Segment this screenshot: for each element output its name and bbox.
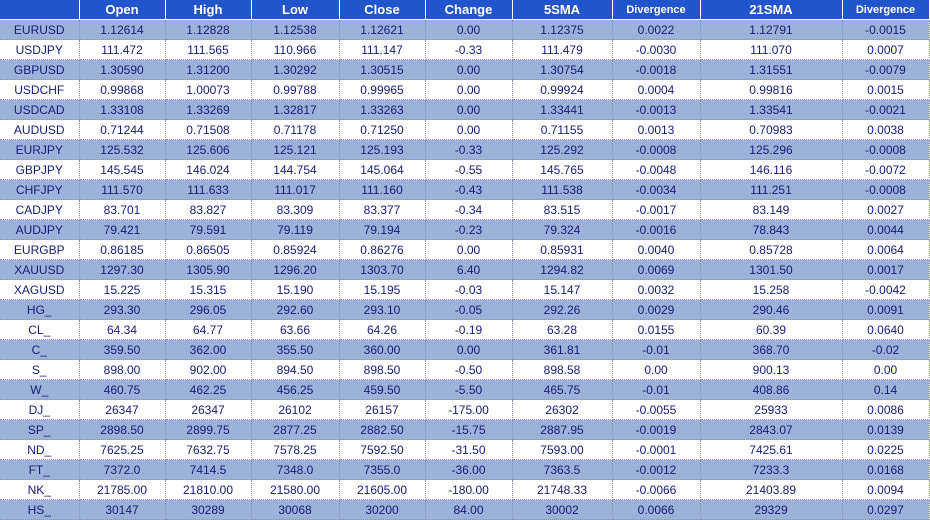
cell-change: 84.00 [425, 500, 512, 520]
table-row [0, 460, 929, 480]
cell-21sma: 29329 [700, 500, 842, 520]
cell-divergence-21sma: 0.0064 [842, 240, 929, 260]
cell-21sma: 146.116 [700, 160, 842, 180]
cell-5sma: 145.765 [512, 160, 612, 180]
cell-close: 79.194 [339, 220, 425, 240]
cell-divergence-21sma: 0.0640 [842, 320, 929, 340]
table-row [0, 80, 929, 100]
cell-symbol: ND_ [0, 440, 79, 460]
table-row [0, 200, 929, 220]
cell-close: 15.195 [339, 280, 425, 300]
cell-5sma: 63.28 [512, 320, 612, 340]
cell-low: 15.190 [251, 280, 339, 300]
cell-high: 1.33269 [165, 100, 251, 120]
cell-open: 293.30 [79, 300, 165, 320]
cell-close: 459.50 [339, 380, 425, 400]
cell-divergence-5sma: -0.0001 [612, 440, 700, 460]
cell-open: 2898.50 [79, 420, 165, 440]
cell-5sma: 898.58 [512, 360, 612, 380]
cell-21sma: 0.70983 [700, 120, 842, 140]
table-row [0, 100, 929, 120]
cell-divergence-5sma: 0.0066 [612, 500, 700, 520]
cell-change: -0.05 [425, 300, 512, 320]
cell-low: 292.60 [251, 300, 339, 320]
cell-close: 64.26 [339, 320, 425, 340]
cell-5sma: 292.26 [512, 300, 612, 320]
cell-divergence-5sma: -0.0048 [612, 160, 700, 180]
cell-change: -0.43 [425, 180, 512, 200]
cell-divergence-5sma: 0.0013 [612, 120, 700, 140]
cell-change: -0.23 [425, 220, 512, 240]
cell-high: 111.565 [165, 40, 251, 60]
cell-21sma: 25933 [700, 400, 842, 420]
cell-symbol: W_ [0, 380, 79, 400]
header-5sma: 5SMA [512, 0, 612, 20]
cell-change: -0.33 [425, 140, 512, 160]
cell-divergence-5sma: 0.0032 [612, 280, 700, 300]
cell-high: 902.00 [165, 360, 251, 380]
table-row [0, 20, 929, 40]
cell-divergence-21sma: 0.0297 [842, 500, 929, 520]
cell-close: 293.10 [339, 300, 425, 320]
cell-high: 26347 [165, 400, 251, 420]
header-open: Open [79, 0, 165, 20]
cell-high: 0.86505 [165, 240, 251, 260]
cell-close: 7355.0 [339, 460, 425, 480]
cell-change: 6.40 [425, 260, 512, 280]
cell-high: 30289 [165, 500, 251, 520]
cell-divergence-21sma: 0.00 [842, 360, 929, 380]
cell-low: 21580.00 [251, 480, 339, 500]
cell-divergence-5sma: -0.0034 [612, 180, 700, 200]
cell-5sma: 125.292 [512, 140, 612, 160]
table-row [0, 300, 929, 320]
cell-divergence-21sma: 0.14 [842, 380, 929, 400]
cell-high: 1.00073 [165, 80, 251, 100]
cell-symbol: SP_ [0, 420, 79, 440]
cell-open: 79.421 [79, 220, 165, 240]
cell-5sma: 2887.95 [512, 420, 612, 440]
cell-divergence-21sma: -0.0079 [842, 60, 929, 80]
cell-symbol: GBPJPY [0, 160, 79, 180]
cell-5sma: 0.99924 [512, 80, 612, 100]
cell-change: 0.00 [425, 340, 512, 360]
cell-low: 30068 [251, 500, 339, 520]
cell-open: 7625.25 [79, 440, 165, 460]
cell-open: 64.34 [79, 320, 165, 340]
cell-5sma: 111.479 [512, 40, 612, 60]
cell-21sma: 7233.3 [700, 460, 842, 480]
cell-divergence-21sma: -0.0021 [842, 100, 929, 120]
cell-open: 1.30590 [79, 60, 165, 80]
cell-change: -31.50 [425, 440, 512, 460]
cell-close: 7592.50 [339, 440, 425, 460]
cell-open: 0.71244 [79, 120, 165, 140]
cell-5sma: 7363.5 [512, 460, 612, 480]
cell-divergence-21sma: 0.0027 [842, 200, 929, 220]
cell-symbol: EURGBP [0, 240, 79, 260]
cell-close: 898.50 [339, 360, 425, 380]
cell-21sma: 125.296 [700, 140, 842, 160]
cell-21sma: 2843.07 [700, 420, 842, 440]
table-row [0, 500, 929, 520]
cell-divergence-21sma: -0.0008 [842, 180, 929, 200]
table-row [0, 160, 929, 180]
header-divergence-21sma: Divergence [842, 0, 929, 20]
header-row [0, 0, 929, 20]
cell-divergence-21sma: -0.0015 [842, 20, 929, 40]
cell-close: 125.193 [339, 140, 425, 160]
cell-symbol: XAGUSD [0, 280, 79, 300]
table-row [0, 320, 929, 340]
cell-low: 63.66 [251, 320, 339, 340]
cell-divergence-5sma: -0.0012 [612, 460, 700, 480]
cell-open: 125.532 [79, 140, 165, 160]
cell-symbol: NK_ [0, 480, 79, 500]
cell-change: -5.50 [425, 380, 512, 400]
cell-open: 7372.0 [79, 460, 165, 480]
cell-5sma: 0.85931 [512, 240, 612, 260]
cell-low: 144.754 [251, 160, 339, 180]
table-body [0, 20, 929, 520]
cell-divergence-5sma: -0.0030 [612, 40, 700, 60]
cell-divergence-21sma: 0.0091 [842, 300, 929, 320]
cell-change: 0.00 [425, 80, 512, 100]
cell-open: 21785.00 [79, 480, 165, 500]
cell-divergence-5sma: -0.0013 [612, 100, 700, 120]
cell-symbol: CL_ [0, 320, 79, 340]
cell-divergence-5sma: 0.0029 [612, 300, 700, 320]
cell-low: 0.71178 [251, 120, 339, 140]
cell-21sma: 111.070 [700, 40, 842, 60]
cell-change: 0.00 [425, 240, 512, 260]
cell-close: 1.33263 [339, 100, 425, 120]
cell-open: 111.570 [79, 180, 165, 200]
cell-symbol: CADJPY [0, 200, 79, 220]
cell-open: 0.86185 [79, 240, 165, 260]
cell-21sma: 78.843 [700, 220, 842, 240]
cell-change: -0.55 [425, 160, 512, 180]
cell-open: 460.75 [79, 380, 165, 400]
cell-divergence-21sma: -0.02 [842, 340, 929, 360]
cell-change: -15.75 [425, 420, 512, 440]
cell-open: 145.545 [79, 160, 165, 180]
cell-change: -175.00 [425, 400, 512, 420]
cell-symbol: C_ [0, 340, 79, 360]
table-row [0, 400, 929, 420]
cell-close: 26157 [339, 400, 425, 420]
cell-divergence-5sma: -0.0019 [612, 420, 700, 440]
cell-5sma: 1.30754 [512, 60, 612, 80]
cell-divergence-5sma: -0.0055 [612, 400, 700, 420]
cell-symbol: USDJPY [0, 40, 79, 60]
cell-close: 30200 [339, 500, 425, 520]
cell-divergence-5sma: -0.0017 [612, 200, 700, 220]
cell-close: 83.377 [339, 200, 425, 220]
cell-low: 1296.20 [251, 260, 339, 280]
cell-change: 0.00 [425, 100, 512, 120]
cell-low: 83.309 [251, 200, 339, 220]
cell-divergence-21sma: 0.0094 [842, 480, 929, 500]
header-symbol [0, 0, 79, 20]
cell-divergence-5sma: -0.01 [612, 340, 700, 360]
cell-symbol: EURJPY [0, 140, 79, 160]
header-close: Close [339, 0, 425, 20]
cell-low: 0.85924 [251, 240, 339, 260]
cell-5sma: 15.147 [512, 280, 612, 300]
cell-low: 111.017 [251, 180, 339, 200]
cell-5sma: 465.75 [512, 380, 612, 400]
cell-low: 1.12538 [251, 20, 339, 40]
cell-21sma: 83.149 [700, 200, 842, 220]
cell-21sma: 900.13 [700, 360, 842, 380]
cell-high: 2899.75 [165, 420, 251, 440]
cell-low: 1.32817 [251, 100, 339, 120]
cell-21sma: 368.70 [700, 340, 842, 360]
table-row [0, 380, 929, 400]
cell-divergence-21sma: 0.0086 [842, 400, 929, 420]
cell-divergence-21sma: 0.0139 [842, 420, 929, 440]
cell-open: 111.472 [79, 40, 165, 60]
cell-high: 1.12828 [165, 20, 251, 40]
header-low: Low [251, 0, 339, 20]
cell-divergence-5sma: 0.0069 [612, 260, 700, 280]
cell-low: 110.966 [251, 40, 339, 60]
cell-close: 1.30515 [339, 60, 425, 80]
cell-low: 456.25 [251, 380, 339, 400]
table-row [0, 220, 929, 240]
cell-low: 79.119 [251, 220, 339, 240]
cell-high: 462.25 [165, 380, 251, 400]
cell-close: 1303.70 [339, 260, 425, 280]
cell-close: 2882.50 [339, 420, 425, 440]
cell-symbol: AUDJPY [0, 220, 79, 240]
table-row [0, 40, 929, 60]
table-row [0, 440, 929, 460]
header-21sma: 21SMA [700, 0, 842, 20]
cell-divergence-21sma: 0.0225 [842, 440, 929, 460]
table-row [0, 260, 929, 280]
cell-change: 0.00 [425, 120, 512, 140]
cell-5sma: 26302 [512, 400, 612, 420]
table-row [0, 480, 929, 500]
cell-low: 7348.0 [251, 460, 339, 480]
cell-divergence-21sma: -0.0072 [842, 160, 929, 180]
cell-divergence-21sma: 0.0168 [842, 460, 929, 480]
cell-close: 111.147 [339, 40, 425, 60]
table-row [0, 360, 929, 380]
cell-close: 0.99965 [339, 80, 425, 100]
cell-divergence-5sma: 0.0022 [612, 20, 700, 40]
cell-low: 894.50 [251, 360, 339, 380]
cell-divergence-21sma: -0.0042 [842, 280, 929, 300]
cell-high: 111.633 [165, 180, 251, 200]
cell-5sma: 1.33441 [512, 100, 612, 120]
cell-divergence-21sma: 0.0017 [842, 260, 929, 280]
table-row [0, 180, 929, 200]
cell-high: 125.606 [165, 140, 251, 160]
cell-symbol: HG_ [0, 300, 79, 320]
table-row [0, 120, 929, 140]
cell-symbol: CHFJPY [0, 180, 79, 200]
cell-symbol: S_ [0, 360, 79, 380]
cell-high: 83.827 [165, 200, 251, 220]
cell-low: 355.50 [251, 340, 339, 360]
cell-close: 360.00 [339, 340, 425, 360]
cell-high: 296.05 [165, 300, 251, 320]
cell-close: 145.064 [339, 160, 425, 180]
cell-divergence-5sma: -0.0008 [612, 140, 700, 160]
cell-21sma: 0.85728 [700, 240, 842, 260]
cell-close: 111.160 [339, 180, 425, 200]
cell-21sma: 21403.89 [700, 480, 842, 500]
cell-change: -0.50 [425, 360, 512, 380]
cell-high: 15.315 [165, 280, 251, 300]
cell-change: 0.00 [425, 60, 512, 80]
cell-change: 0.00 [425, 20, 512, 40]
cell-divergence-21sma: 0.0044 [842, 220, 929, 240]
cell-open: 26347 [79, 400, 165, 420]
cell-high: 64.77 [165, 320, 251, 340]
cell-close: 1.12621 [339, 20, 425, 40]
cell-close: 21605.00 [339, 480, 425, 500]
cell-high: 21810.00 [165, 480, 251, 500]
cell-21sma: 1.33541 [700, 100, 842, 120]
cell-symbol: XAUUSD [0, 260, 79, 280]
cell-open: 30147 [79, 500, 165, 520]
cell-divergence-5sma: 0.0155 [612, 320, 700, 340]
cell-5sma: 1294.82 [512, 260, 612, 280]
cell-change: -0.03 [425, 280, 512, 300]
cell-5sma: 30002 [512, 500, 612, 520]
cell-open: 1297.30 [79, 260, 165, 280]
header-high: High [165, 0, 251, 20]
cell-low: 1.30292 [251, 60, 339, 80]
cell-low: 125.121 [251, 140, 339, 160]
cell-21sma: 60.39 [700, 320, 842, 340]
cell-21sma: 111.251 [700, 180, 842, 200]
cell-high: 79.591 [165, 220, 251, 240]
cell-21sma: 408.86 [700, 380, 842, 400]
cell-low: 26102 [251, 400, 339, 420]
cell-symbol: AUDUSD [0, 120, 79, 140]
cell-close: 0.71250 [339, 120, 425, 140]
cell-high: 1.31200 [165, 60, 251, 80]
cell-low: 0.99788 [251, 80, 339, 100]
cell-symbol: USDCAD [0, 100, 79, 120]
cell-5sma: 79.324 [512, 220, 612, 240]
cell-21sma: 15.258 [700, 280, 842, 300]
header-divergence-5sma: Divergence [612, 0, 700, 20]
cell-5sma: 7593.00 [512, 440, 612, 460]
cell-21sma: 1301.50 [700, 260, 842, 280]
header-change: Change [425, 0, 512, 20]
cell-divergence-21sma: 0.0015 [842, 80, 929, 100]
cell-change: -0.33 [425, 40, 512, 60]
cell-close: 0.86276 [339, 240, 425, 260]
cell-divergence-21sma: 0.0007 [842, 40, 929, 60]
cell-change: -0.19 [425, 320, 512, 340]
cell-21sma: 0.99816 [700, 80, 842, 100]
cell-divergence-5sma: 0.0004 [612, 80, 700, 100]
cell-21sma: 7425.61 [700, 440, 842, 460]
cell-21sma: 1.31551 [700, 60, 842, 80]
cell-high: 0.71508 [165, 120, 251, 140]
cell-low: 2877.25 [251, 420, 339, 440]
cell-change: -180.00 [425, 480, 512, 500]
cell-divergence-5sma: 0.00 [612, 360, 700, 380]
cell-high: 1305.90 [165, 260, 251, 280]
cell-change: -0.34 [425, 200, 512, 220]
table-row [0, 240, 929, 260]
table-row [0, 340, 929, 360]
table-row [0, 60, 929, 80]
cell-high: 7632.75 [165, 440, 251, 460]
cell-high: 7414.5 [165, 460, 251, 480]
table-row [0, 280, 929, 300]
cell-open: 0.99868 [79, 80, 165, 100]
cell-high: 362.00 [165, 340, 251, 360]
cell-divergence-5sma: -0.0016 [612, 220, 700, 240]
cell-5sma: 83.515 [512, 200, 612, 220]
table-row [0, 140, 929, 160]
cell-5sma: 111.538 [512, 180, 612, 200]
cell-symbol: DJ_ [0, 400, 79, 420]
cell-divergence-5sma: 0.0040 [612, 240, 700, 260]
cell-21sma: 1.12791 [700, 20, 842, 40]
cell-5sma: 1.12375 [512, 20, 612, 40]
cell-divergence-21sma: 0.0038 [842, 120, 929, 140]
cell-5sma: 361.81 [512, 340, 612, 360]
cell-low: 7578.25 [251, 440, 339, 460]
cell-symbol: HS_ [0, 500, 79, 520]
cell-divergence-5sma: -0.01 [612, 380, 700, 400]
table-row [0, 420, 929, 440]
cell-change: -36.00 [425, 460, 512, 480]
cell-divergence-21sma: -0.0008 [842, 140, 929, 160]
cell-divergence-5sma: -0.0066 [612, 480, 700, 500]
cell-high: 146.024 [165, 160, 251, 180]
cell-open: 359.50 [79, 340, 165, 360]
cell-open: 15.225 [79, 280, 165, 300]
cell-symbol: EURUSD [0, 20, 79, 40]
cell-divergence-5sma: -0.0018 [612, 60, 700, 80]
cell-open: 1.12614 [79, 20, 165, 40]
cell-5sma: 0.71155 [512, 120, 612, 140]
cell-open: 898.00 [79, 360, 165, 380]
cell-5sma: 21748.33 [512, 480, 612, 500]
cell-symbol: GBPUSD [0, 60, 79, 80]
cell-open: 83.701 [79, 200, 165, 220]
cell-open: 1.33108 [79, 100, 165, 120]
cell-21sma: 290.46 [700, 300, 842, 320]
cell-symbol: USDCHF [0, 80, 79, 100]
cell-symbol: FT_ [0, 460, 79, 480]
